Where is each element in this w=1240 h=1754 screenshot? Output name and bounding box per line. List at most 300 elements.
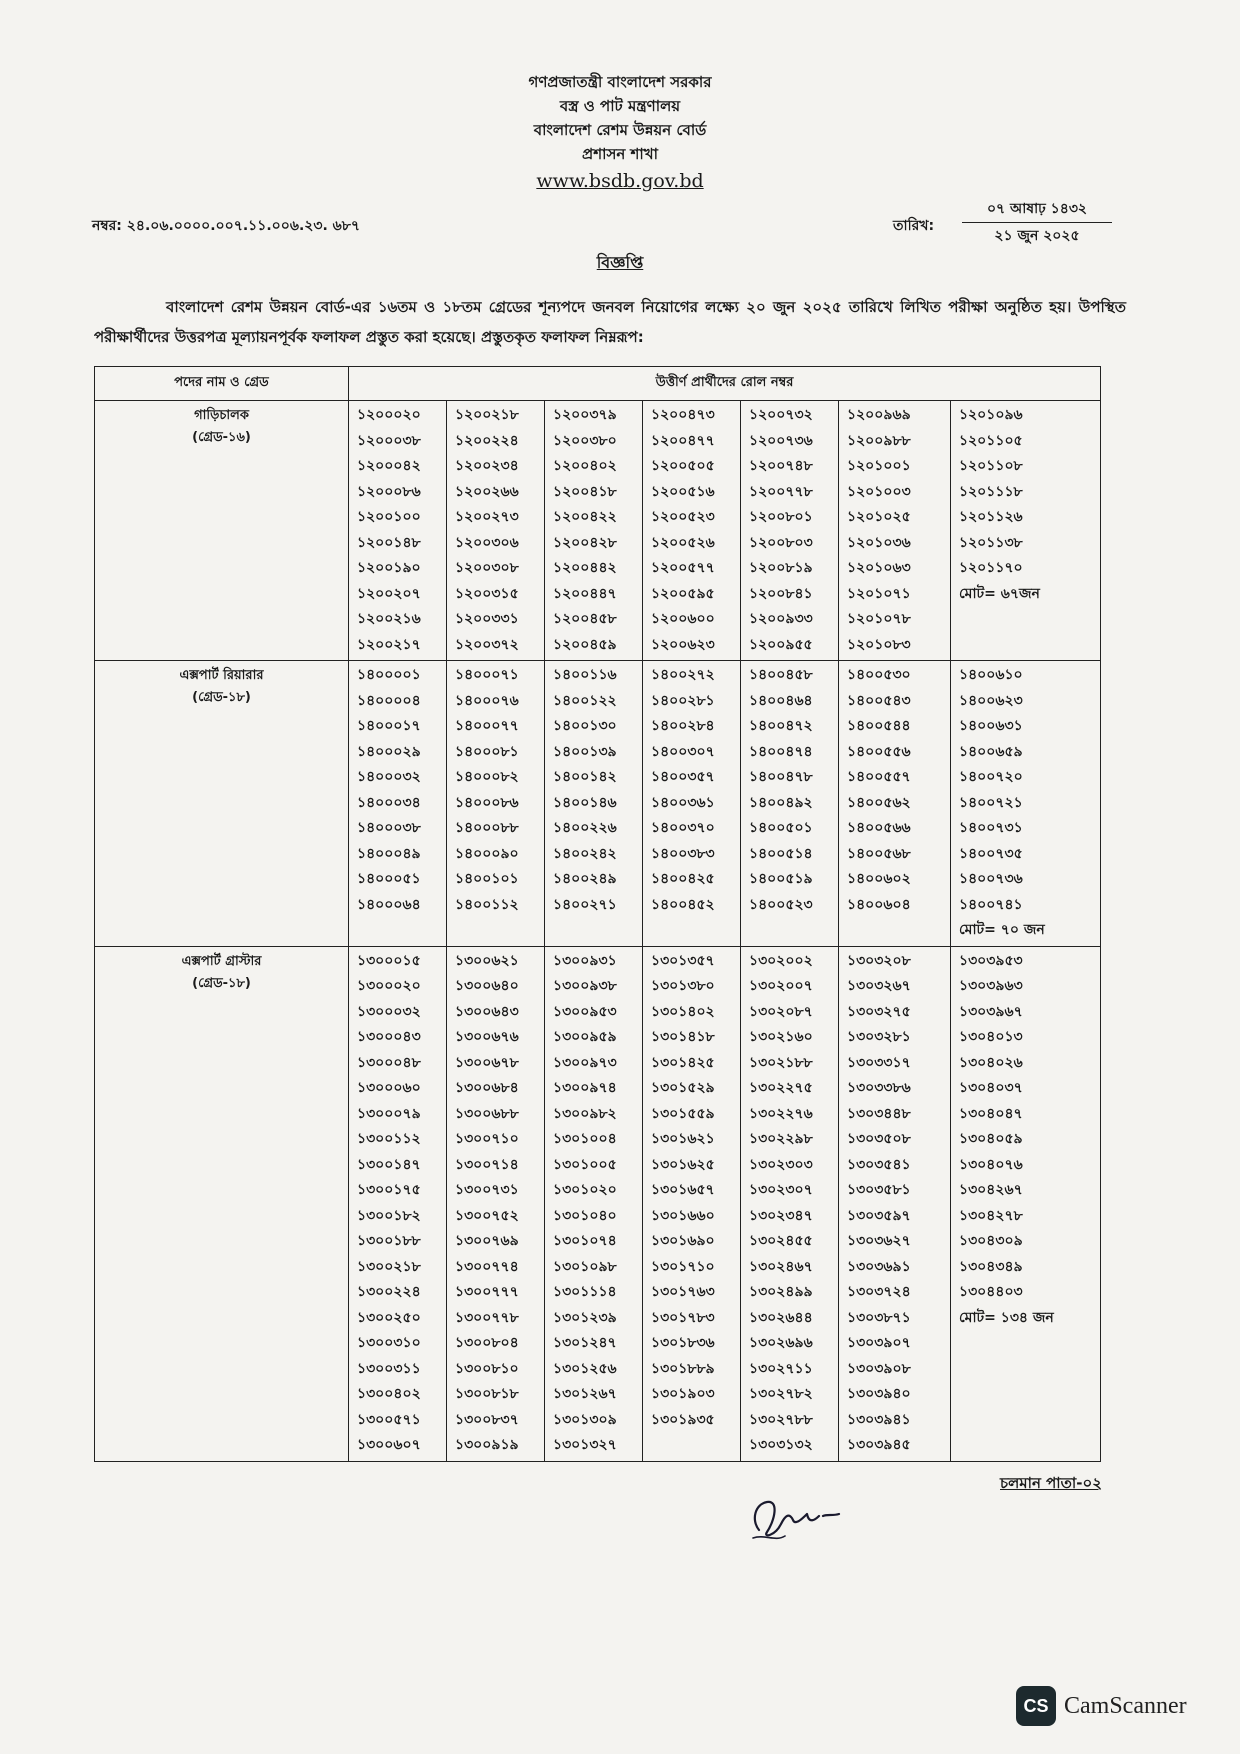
roll-number: ১৩০২৪৯৯ <box>749 1284 813 1300</box>
roll-number: ১৪০০০৮৮ <box>455 820 519 836</box>
roll-number: ১৪০০৩৮৩ <box>651 845 715 862</box>
roll-number: ১৩০০৯৩১ <box>553 952 617 969</box>
roll-number: ১৩০১৭১০ <box>651 1258 715 1275</box>
roll-number: ১৪০০২২৬ <box>553 820 617 836</box>
roll-number: ১৩০০৮১৮ <box>455 1386 519 1402</box>
roll-number: ১২০০৩৭২ <box>455 636 519 653</box>
roll-number: ১২০০৪৫৯ <box>553 636 617 653</box>
post-cell <box>95 661 349 947</box>
roll-number: ১৩০০১৪৭ <box>357 1156 421 1173</box>
roll-number: ১৩০৩৯৪৫ <box>847 1437 911 1453</box>
roll-number: ১৩০০২৫০ <box>357 1309 421 1326</box>
roll-number: ১২০১০৩৬ <box>847 534 911 551</box>
roll-number: ১৩০২২৯৮ <box>749 1131 813 1147</box>
roll-column <box>839 401 951 661</box>
roll-number: ১৩০০৬৪০ <box>455 978 519 994</box>
roll-number: ১৩০৩৯৬৭ <box>959 1003 1023 1020</box>
roll-number: ১৩০০৯৫৯ <box>553 1029 617 1045</box>
roll-column <box>643 661 741 947</box>
section-row <box>95 661 1101 947</box>
roll-number: ১৪০০৪৫২ <box>651 896 715 913</box>
roll-number: ১২০০২১৬ <box>357 611 421 627</box>
branch-name: প্রশাসন শাখা <box>582 145 658 163</box>
roll-number: ১৩০১২৫৬ <box>553 1360 617 1377</box>
roll-number: ১৩০১৪২৫ <box>651 1054 715 1071</box>
roll-number: ১৩০১৩০৯ <box>553 1411 617 1428</box>
roll-number: ১৩০৩৫০৮ <box>847 1131 911 1147</box>
roll-number: ১২০১০৭১ <box>847 585 911 602</box>
roll-number: ১২০০৮১৯ <box>749 560 813 576</box>
roll-number: ১৩০২৩৪৭ <box>749 1207 813 1224</box>
roll-number: ১২০০২৬৬ <box>455 483 519 500</box>
roll-number: ১২০০৭৩৬ <box>749 432 813 449</box>
roll-number: ১২০০৫৭৭ <box>651 560 715 576</box>
roll-number: ১৪০০৬৩১ <box>959 718 1023 734</box>
roll-number: ১৪০০৫৬২ <box>847 794 911 811</box>
roll-number: ১৩০৪০২৬ <box>959 1054 1023 1071</box>
roll-number: ১৪০০০৮২ <box>455 769 519 785</box>
roll-number: ১২০০১৯০ <box>357 560 421 576</box>
roll-number: ১৩০০১৮২ <box>357 1207 421 1224</box>
roll-number: ১২০০৪২৮ <box>553 534 617 551</box>
roll-number: ১৪০০৭৪১ <box>959 896 1023 913</box>
roll-number: ১৩০০০২০ <box>357 978 421 994</box>
roll-number: ১২০০৫২৬ <box>651 534 715 551</box>
results-body <box>95 401 1101 1462</box>
roll-number: ১৩০১০২০ <box>553 1182 617 1198</box>
roll-number: ১৩০২৭৮৮ <box>749 1411 813 1428</box>
memo-number: নম্বর: ২৪.০৬.০০০০.০০৭.১১.০০৬.২৩. ৬৮৭ <box>92 218 360 234</box>
roll-number: ১৩০১০৭৪ <box>553 1233 617 1249</box>
roll-number: ১৪০০২৭২ <box>651 667 715 683</box>
roll-number: ১৪০০০৩২ <box>357 769 421 785</box>
roll-number: ১৩০০৬৮৮ <box>455 1105 519 1122</box>
roll-number: ১৩০১০৯৮ <box>553 1258 617 1275</box>
roll-number: ১৩০০৭৬৯ <box>455 1233 519 1249</box>
roll-number: ১৩০৩২৬৭ <box>847 978 911 994</box>
roll-number: ১৪০০৫৪৩ <box>847 692 911 709</box>
roll-number: ১৩০২৩০৩ <box>749 1156 813 1173</box>
date-english: ২১ জুন ২০২৫ <box>994 228 1080 244</box>
roll-number: ১৪০০৫১৯ <box>749 871 813 887</box>
roll-number: ১২০১১০৫ <box>959 432 1023 449</box>
section-total: মোট= ৭০ জন <box>959 922 1045 938</box>
post-grade: (গ্রেড-১৮) <box>192 690 251 705</box>
roll-number: ১৩০২৪৬৭ <box>749 1258 813 1275</box>
roll-number: ১৩০১৮৮৯ <box>651 1360 715 1377</box>
roll-number: ১৪০০০০১ <box>357 667 421 683</box>
roll-number: ১৩০১৭৬৩ <box>651 1284 715 1300</box>
roll-number: ১২০০৭৪৮ <box>749 458 813 474</box>
roll-number: ১৪০০২৮১ <box>651 692 715 709</box>
roll-number: ১৩০৩৯০৭ <box>847 1335 911 1351</box>
roll-number: ১৩০০৫৭১ <box>357 1411 421 1428</box>
roll-number: ১২০১১১৮ <box>959 483 1023 500</box>
roll-number: ১৪০০১৩৯ <box>553 743 617 760</box>
roll-number: ১২০০২১৮ <box>455 407 519 423</box>
roll-number: ১৩০৩৪৪৮ <box>847 1105 911 1122</box>
roll-number: ১৩০০৯৩৮ <box>553 978 617 994</box>
roll-number: ১৪০০২৪৯ <box>553 871 617 887</box>
roll-number: ১২০০৩৩১ <box>455 611 519 627</box>
roll-column <box>741 661 839 947</box>
roll-column <box>839 946 951 1461</box>
roll-number: ১৩০১২৬৭ <box>553 1386 617 1402</box>
roll-number: ১৩০২১৬০ <box>749 1029 813 1045</box>
roll-number: ১৩০৩৫৯৭ <box>847 1207 911 1224</box>
roll-column <box>349 661 447 947</box>
roll-number: ১৩০০৬৮৪ <box>455 1080 519 1096</box>
camscanner-watermark <box>1016 1686 1187 1726</box>
notice-body: বাংলাদেশ রেশম উন্নয়ন বোর্ড-এর ১৬তম ও ১৮তম গ্রেডের শূন্যপদে জনবল নিয়োগের লক্ষ্যে ২০ জুন ২০২৫ তারিখে লিখিত পরীক্ষা অনুষ্ঠিত হয়। উপস্থিত পরীক্ষার্থীদের উত্তরপত্র মূল্যায়নপূর্বক ফলাফল প্রস্তুত করা হয়েছে। প্রস্তুতকৃত ফলাফল নিম্নরূপ: <box>94 298 1126 346</box>
camscanner-logo-icon: CS <box>1016 1686 1056 1726</box>
roll-number: ১২০০৮০৩ <box>749 534 813 551</box>
roll-number: ১৩০০৭৩১ <box>455 1182 519 1198</box>
roll-number: ১২০০৪৪২ <box>553 560 617 576</box>
table-header-row <box>95 367 1101 401</box>
roll-number: ১৪০০৫২৩ <box>749 896 813 913</box>
roll-number: ১৩০৩২৮১ <box>847 1029 911 1045</box>
roll-number: ১২০০৮৪১ <box>749 585 813 602</box>
roll-number: ১৩০০৭৭৪ <box>455 1258 519 1275</box>
roll-number: ১২০০৩০৮ <box>455 560 519 576</box>
roll-number: ১৪০০৫০১ <box>749 820 813 836</box>
roll-number: ১৩০২৭১১ <box>749 1360 813 1377</box>
roll-number: ১৩০১৪১৮ <box>651 1029 715 1045</box>
roll-column <box>545 661 643 947</box>
roll-number: ১৩০০০১৫ <box>357 952 421 969</box>
roll-column <box>349 946 447 1461</box>
roll-number: ১২০০৯৫৫ <box>749 636 813 653</box>
roll-column <box>643 946 741 1461</box>
section-total: মোট= ৬৭জন <box>959 585 1040 602</box>
roll-number: ১২০০০২০ <box>357 407 421 423</box>
roll-number: ১৪০০৪৯২ <box>749 794 813 811</box>
roll-number: ১২০০২১৭ <box>357 636 421 653</box>
roll-number: ১২০০৯৩৩ <box>749 611 813 627</box>
roll-number: ১২০০৯৬৯ <box>847 407 911 423</box>
roll-number: ১৩০২০০৭ <box>749 978 813 994</box>
board-name: বাংলাদেশ রেশম উন্নয়ন বোর্ড <box>533 121 707 139</box>
post-cell <box>95 401 349 661</box>
roll-number: ১৪০০৬০৪ <box>847 896 911 913</box>
roll-number: ১২০০৫১৬ <box>651 483 715 500</box>
roll-number: ১৩০৩৫৪১ <box>847 1156 911 1173</box>
roll-number: ১৪০০২৪২ <box>553 845 617 862</box>
roll-number: ১২০০৫৯৫ <box>651 585 715 602</box>
roll-number: ১৩০০২১৮ <box>357 1258 421 1275</box>
letterhead <box>0 70 1240 194</box>
camscanner-name: CamScanner <box>1064 1692 1187 1719</box>
ministry-name: বস্ত্র ও পাট মন্ত্রণালয় <box>559 97 681 115</box>
roll-number: ১৪০০১২২ <box>553 692 617 709</box>
roll-number: ১৪০০১৪২ <box>553 769 617 785</box>
roll-number: ১৪০০৬৫৯ <box>959 743 1023 760</box>
roll-number: ১৩০৩১৩২ <box>749 1437 813 1453</box>
roll-number: ১৪০০৪৬৪ <box>749 692 813 709</box>
roll-number: ১৩০০৬৭৮ <box>455 1054 519 1071</box>
roll-number: ১৩০১০০৫ <box>553 1156 617 1173</box>
roll-number: ১২০১০৯৬ <box>959 407 1023 423</box>
roll-number: ১৪০০৫৩০ <box>847 667 911 683</box>
roll-number: ১৪০০৬০২ <box>847 871 911 887</box>
roll-number: ১৪০০১১৬ <box>553 667 617 683</box>
roll-number: ১২০০০৩৮ <box>357 432 421 449</box>
roll-number: ১৪০০০৭৭ <box>455 718 519 734</box>
roll-number: ১৩০০২২৪ <box>357 1284 421 1300</box>
roll-number: ১৩০১৭৮৩ <box>651 1309 715 1326</box>
roll-number: ১৩০১২৪৭ <box>553 1335 617 1351</box>
roll-number: ১৩০০৭৭৭ <box>455 1284 519 1300</box>
roll-number: ১২০১০৬৩ <box>847 560 911 576</box>
roll-number: ১৩০০৮০৪ <box>455 1335 519 1351</box>
roll-number: ১৩০০৯১৯ <box>455 1437 519 1453</box>
roll-number: ১৩০১৬২১ <box>651 1131 715 1147</box>
roll-number: ১৩০০৩১১ <box>357 1360 421 1377</box>
roll-number: ১৩০২২৭৫ <box>749 1080 813 1096</box>
roll-number: ১৪০০০৩৪ <box>357 794 421 811</box>
roll-number: ১৩০০৬২১ <box>455 952 519 969</box>
roll-number: ১২০০২৭৩ <box>455 509 519 525</box>
roll-number: ১২০০১০০ <box>357 509 421 525</box>
roll-number: ১৩০১৫২৯ <box>651 1080 715 1096</box>
roll-number: ১৪০০২৭১ <box>553 896 617 913</box>
roll-number: ১৩০০০৩২ <box>357 1003 421 1020</box>
roll-column <box>447 661 545 947</box>
roll-number: ১৩০৩৬২৭ <box>847 1233 911 1249</box>
roll-number: ১২০০৭৩২ <box>749 407 813 423</box>
roll-number: ১২০১০০৩ <box>847 483 911 500</box>
roll-number: ১৪০০৪৫৮ <box>749 667 813 683</box>
roll-number: ১৪০০০৮১ <box>455 743 519 760</box>
post-name: এক্সপার্ট রিয়ারার <box>179 668 264 683</box>
roll-number: ১৩০০৯৮২ <box>553 1105 617 1122</box>
roll-number: ১৪০০৩৫৭ <box>651 769 715 785</box>
post-cell <box>95 946 349 1461</box>
roll-number: ১৪০০৪২৫ <box>651 871 715 887</box>
roll-number: ১৩০১৩২৭ <box>553 1437 617 1453</box>
roll-column <box>839 661 951 947</box>
roll-number: ১৩০৪০১৩ <box>959 1029 1023 1045</box>
notice-title: বিজ্ঞপ্তি <box>596 253 644 272</box>
roll-number: ১৪০০৪৭২ <box>749 718 813 734</box>
roll-number: ১৪০০৫৪৪ <box>847 718 911 734</box>
roll-number: ১৪০০৫৫৬ <box>847 743 911 760</box>
roll-number: ১৪০০৩৬১ <box>651 794 715 811</box>
roll-number: ১৩০২০৮৭ <box>749 1003 813 1020</box>
roll-number: ১৩০৪৪০৩ <box>959 1284 1023 1300</box>
roll-number: ১২০০৪৪৭ <box>553 585 617 602</box>
continue-note: চলমান পাতা-০২ <box>1000 1474 1102 1492</box>
roll-number: ১২০০২৩৪ <box>455 458 519 474</box>
roll-number: ১৩০৩৯৪০ <box>847 1386 911 1402</box>
roll-number: ১৪০০১৪৬ <box>553 794 617 811</box>
roll-number: ১২০০৩১৫ <box>455 585 519 602</box>
roll-number: ১২০০৬০০ <box>651 611 715 627</box>
roll-column <box>545 401 643 661</box>
roll-number: ১৪০০৩৭০ <box>651 820 715 836</box>
roll-number: ১৪০০৭৩৬ <box>959 871 1023 887</box>
roll-number: ১৪০০২৮৪ <box>651 718 715 734</box>
roll-number: ১২০০৩৮০ <box>553 432 617 449</box>
roll-number: ১৩০১৪০২ <box>651 1003 715 1020</box>
roll-number: ১২০০৯৮৮ <box>847 432 911 449</box>
roll-number: ১৪০০৭২১ <box>959 794 1023 811</box>
roll-number: ১৩০১৬৯০ <box>651 1233 715 1249</box>
roll-number: ১৩০৩৯৪১ <box>847 1411 911 1428</box>
roll-number: ১৩০১০০৪ <box>553 1131 617 1147</box>
roll-number: ১৪০০০৬৪ <box>357 896 421 913</box>
roll-column <box>951 401 1101 661</box>
roll-number: ১৪০০৫৬৮ <box>847 845 911 862</box>
roll-number: ১৪০০০৮৬ <box>455 794 519 811</box>
roll-number: ১৪০০৩০৭ <box>651 743 715 760</box>
roll-number: ১৩০৩৩৮৬ <box>847 1080 911 1096</box>
roll-number: ১৩০৪০৭৬ <box>959 1156 1023 1173</box>
roll-number: ১৪০০০৩৮ <box>357 820 421 836</box>
roll-number: ১২০০৩৭৯ <box>553 407 617 423</box>
roll-number: ১৪০০০২৯ <box>357 743 421 760</box>
roll-number: ১৩০১২৩৯ <box>553 1309 617 1326</box>
roll-number: ১২০১০২৫ <box>847 509 911 525</box>
roll-number: ১৩০৪৩৪৯ <box>959 1258 1023 1275</box>
roll-number: ১২০০২০৭ <box>357 585 421 602</box>
roll-column <box>349 401 447 661</box>
roll-number: ১২০০৪৭৩ <box>651 407 715 423</box>
roll-number: ১৩০০৭১০ <box>455 1131 519 1147</box>
roll-number: ১৪০০৭৩১ <box>959 820 1023 836</box>
roll-number: ১৩০০৩১০ <box>357 1335 421 1351</box>
roll-number: ১৩০১৬২৫ <box>651 1156 715 1173</box>
roll-number: ১৪০০৫৫৭ <box>847 769 911 785</box>
roll-number: ১৩০৪০৩৭ <box>959 1080 1023 1096</box>
roll-number: ১৩০০১১২ <box>357 1131 421 1147</box>
roll-column <box>951 946 1101 1461</box>
roll-number: ১২০১০৮৩ <box>847 636 911 653</box>
roll-number: ১৩০১০৪০ <box>553 1207 617 1224</box>
roll-number: ১২০০৪০২ <box>553 458 617 474</box>
roll-number: ১৩০৩৯০৮ <box>847 1360 911 1377</box>
results-table <box>94 366 1101 1462</box>
roll-number: ১৩০২৬৯৬ <box>749 1335 813 1351</box>
roll-column <box>447 401 545 661</box>
roll-number: ১২০০১৪৮ <box>357 534 421 551</box>
roll-number: ১৩০১৮৩৬ <box>651 1335 715 1351</box>
roll-number: ১৩০২৭৮২ <box>749 1386 813 1402</box>
roll-number: ১৩০০৬৪৩ <box>455 1003 519 1020</box>
roll-number: ১৩০৪২৬৭ <box>959 1182 1023 1198</box>
date-bangla: ০৭ আষাঢ় ১৪৩২ <box>962 198 1112 223</box>
roll-number: ১২০১১৭০ <box>959 560 1023 576</box>
roll-number: ১৩০০০৪৩ <box>357 1029 421 1045</box>
roll-number: ১৩০৩২০৮ <box>847 952 911 969</box>
roll-number: ১২০১১২৬ <box>959 509 1023 525</box>
roll-number: ১৩০২১৮৮ <box>749 1054 813 1071</box>
section-total: মোট= ১৩৪ জন <box>959 1309 1054 1326</box>
date-label: তারিখ: <box>893 218 935 234</box>
roll-column <box>447 946 545 1461</box>
roll-number: ১৪০০৭৩৫ <box>959 845 1023 862</box>
roll-column <box>643 401 741 661</box>
post-name: এক্সপার্ট গ্রাস্টার <box>181 953 262 969</box>
roll-number: ১২০০২২৪ <box>455 432 519 449</box>
roll-number: ১৪০০০০৪ <box>357 692 421 709</box>
website-link[interactable]: www.bsdb.gov.bd <box>536 170 704 192</box>
government-name: গণপ্রজাতন্ত্রী বাংলাদেশ সরকার <box>528 73 712 91</box>
roll-number: ১৩০২৬৪৪ <box>749 1309 813 1326</box>
roll-number: ১৩০৪২৭৮ <box>959 1207 1023 1224</box>
roll-number: ১২০১১০৮ <box>959 458 1023 474</box>
roll-number: ১৩০০১৮৮ <box>357 1233 421 1249</box>
roll-number: ১৩০৩৯৬৩ <box>959 978 1023 994</box>
roll-number: ১৪০০৬২৩ <box>959 692 1023 709</box>
roll-number: ১৩০১৬৬০ <box>651 1207 715 1224</box>
roll-number: ১৩০৩৫৮১ <box>847 1182 911 1198</box>
section-row <box>95 946 1101 1461</box>
roll-number: ১৩০০৯৭৩ <box>553 1054 617 1071</box>
roll-number: ১৩০১৬৫৭ <box>651 1182 715 1198</box>
signature <box>745 1490 855 1550</box>
roll-number: ১৪০০১৩০ <box>553 718 617 734</box>
post-name: গাড়িচালক <box>194 408 249 423</box>
roll-column <box>951 661 1101 947</box>
roll-number: ১৪০০০৪৯ <box>357 845 421 862</box>
roll-number: ১৩০০৯৫৩ <box>553 1003 617 1020</box>
header-post: পদের নাম ও গ্রেড <box>95 367 349 401</box>
roll-number: ১৩০৩৩১৭ <box>847 1054 911 1071</box>
roll-number: ১৩০৩৮৭১ <box>847 1309 911 1326</box>
post-grade: (গ্রেড-১৮) <box>192 975 251 991</box>
roll-number: ১৪০০১০১ <box>455 871 519 887</box>
roll-number: ১৩০০০৭৯ <box>357 1105 421 1122</box>
roll-number: ১৩০৪৩০৯ <box>959 1233 1023 1249</box>
roll-number: ১৩০৩৬৯১ <box>847 1258 911 1275</box>
roll-number: ১২০০৫০৫ <box>651 458 715 474</box>
roll-number: ১২০০৩০৬ <box>455 534 519 551</box>
roll-number: ১২০০০৮৬ <box>357 483 421 500</box>
roll-number: ১৪০০০৭৬ <box>455 692 519 709</box>
roll-number: ১৪০০৪৭৮ <box>749 769 813 785</box>
roll-number: ১২০০৪৫৮ <box>553 611 617 627</box>
roll-number: ১৩০১৩৫৭ <box>651 952 715 969</box>
roll-number: ১৩০২২৭৬ <box>749 1105 813 1122</box>
roll-number: ১২০০০৪২ <box>357 458 421 474</box>
roll-number: ১২০০৭৭৮ <box>749 483 813 500</box>
roll-number: ১৪০০৪৭৪ <box>749 743 813 760</box>
roll-number: ১৪০০০৯০ <box>455 845 519 862</box>
roll-number: ১২০১১৩৮ <box>959 534 1023 551</box>
roll-number: ১৩০০৬০৭ <box>357 1437 421 1453</box>
roll-column <box>545 946 643 1461</box>
roll-number: ১২০০৫২৩ <box>651 509 715 525</box>
roll-number: ১২০১০০১ <box>847 458 911 474</box>
roll-number: ১৩০১৫৫৯ <box>651 1105 715 1122</box>
roll-number: ১৩০৩৭২৪ <box>847 1284 911 1300</box>
roll-number: ১৪০০৫১৪ <box>749 845 813 862</box>
roll-number: ১৩০০৬৭৬ <box>455 1029 519 1045</box>
roll-number: ১৩০১৯০৩ <box>651 1386 715 1402</box>
header-rolls: উত্তীর্ণ প্রার্থীদের রোল নম্বর <box>349 367 1101 401</box>
roll-number: ১২০০৪১৮ <box>553 483 617 500</box>
roll-number: ১৩০২৪৫৫ <box>749 1233 813 1249</box>
roll-number: ১৪০০১১২ <box>455 896 519 913</box>
roll-number: ১২০০৮০১ <box>749 509 813 525</box>
roll-number: ১৪০০০৫১ <box>357 871 421 887</box>
roll-number: ১৩০০৮১০ <box>455 1360 519 1377</box>
roll-number: ১২০০৪৭৭ <box>651 432 715 449</box>
roll-number: ১৪০০০১৭ <box>357 718 421 734</box>
roll-column <box>741 401 839 661</box>
